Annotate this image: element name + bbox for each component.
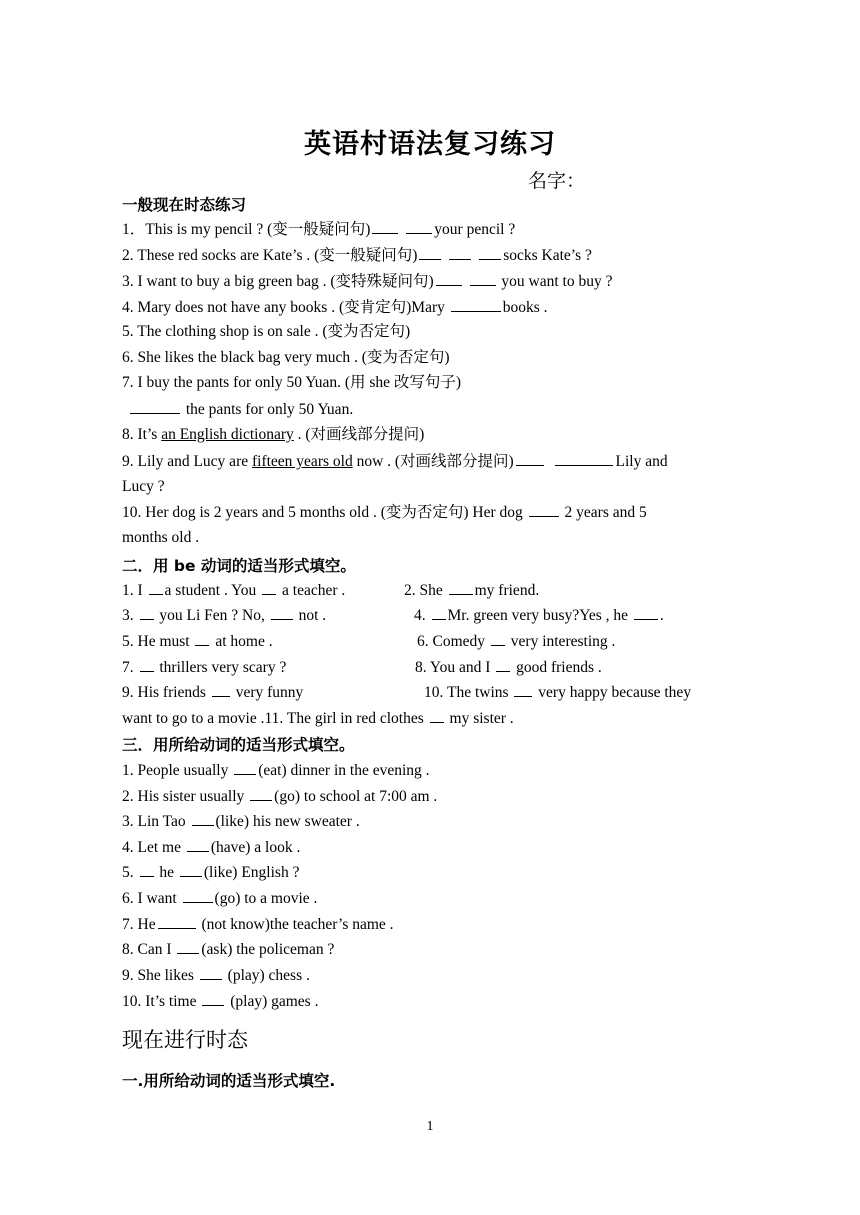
- question-7: 7. I buy the pants for only 50 Yuan. (用 she 改写句子): [122, 374, 462, 391]
- question-1: 1．This is my pencil ? (变一般疑问句) your pencil ?: [122, 221, 516, 238]
- verb-line-10: 10. It’s time (play) games .: [122, 993, 319, 1010]
- be-line-5-right: 10. The twins very happy because they: [424, 684, 692, 701]
- be-line-5: 9. His friends very funny: [122, 684, 304, 701]
- question-7-answer: the pants for only 50 Yuan.: [128, 399, 353, 420]
- question-2: 2. These red socks are Kate’s . (变一般疑问句) socks Kate’s ?: [122, 247, 592, 264]
- section-heading: 二．用 be 动词的适当形式填空。: [122, 557, 356, 575]
- verb-line-8: 8. Can I (ask) the policeman ?: [122, 941, 335, 958]
- question-9: 9. Lily and Lucy are fifteen years old now . (对画线部分提问) Lily and: [122, 453, 668, 470]
- page-title: 英语村语法复习练习: [304, 129, 556, 160]
- be-line-4: 7. thrillers very scary ?: [122, 659, 287, 676]
- verb-line-5: 5. he (like) English ?: [122, 864, 300, 881]
- question-3: 3. I want to buy a big green bag . (变特殊疑问句) you want to buy ?: [122, 273, 613, 290]
- verb-line-1: 1. People usually (eat) dinner in the evening .: [122, 762, 430, 779]
- verb-line-3: 3. Lin Tao (like) his new sweater .: [122, 813, 360, 830]
- question-6: 6. She likes the black bag very much . (变为否定句): [122, 349, 450, 366]
- be-line-6: want to go to a movie .11. The girl in red clothes my sister .: [122, 710, 514, 727]
- verb-line-2: 2. His sister usually (go) to school at 7:00 am .: [122, 788, 438, 805]
- be-line-2-right: 4. Mr. green very busy?Yes , he .: [414, 607, 664, 624]
- verb-line-7: 7. He (not know)the teacher’s name .: [122, 916, 394, 933]
- question-5: 5. The clothing shop is on sale . (变为否定句): [122, 323, 411, 340]
- question-8: 8. It’s an English dictionary . (对画线部分提问): [122, 426, 425, 443]
- section-subheading: 一.用所给动词的适当形式填空.: [122, 1072, 336, 1090]
- be-line-4-right: 8. You and I good friends .: [415, 659, 602, 676]
- question-9-cont: Lucy ?: [122, 478, 165, 495]
- be-line-1: 1. I a student . You a teacher .: [122, 582, 346, 599]
- verb-line-6: 6. I want (go) to a movie .: [122, 890, 318, 907]
- verb-line-9: 9. She likes (play) chess .: [122, 967, 310, 984]
- question-10: 10. Her dog is 2 years and 5 months old . (变为否定句) Her dog 2 years and 5: [122, 504, 647, 521]
- be-line-3: 5. He must at home .: [122, 633, 273, 650]
- page-number: 1: [426, 1119, 434, 1134]
- verb-line-4: 4. Let me (have) a look .: [122, 839, 301, 856]
- be-line-1-right: 2. She my friend.: [404, 582, 540, 599]
- question-4: 4. Mary does not have any books . (变肯定句)Mary books .: [122, 299, 548, 316]
- name-label: 名字：: [528, 170, 586, 192]
- be-line-2: 3. you Li Fen ? No, not .: [122, 607, 327, 624]
- section-heading: 三．用所给动词的适当形式填空。: [122, 736, 355, 754]
- section-heading: 一般现在时态练习: [122, 196, 247, 214]
- question-10-cont: months old .: [122, 529, 200, 546]
- section-heading-large: 现在进行时态: [122, 1028, 248, 1052]
- be-line-3-right: 6. Comedy very interesting .: [417, 633, 616, 650]
